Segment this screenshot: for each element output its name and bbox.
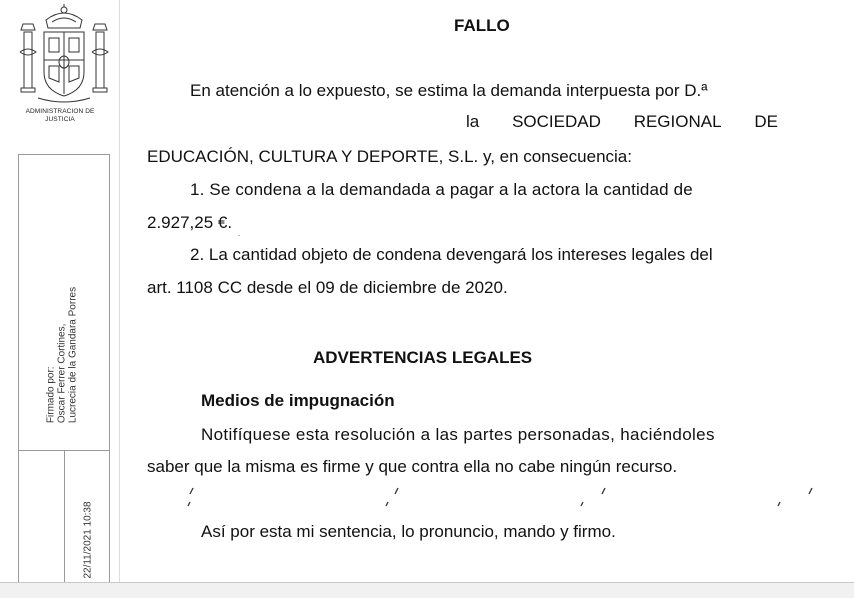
section-heading-advertencias: ADVERTENCIAS LEGALES xyxy=(313,348,533,367)
paragraph-line: Notifíquese esta resolución a las partes personadas, haciéndoles xyxy=(201,425,715,444)
word: la xyxy=(466,112,480,131)
section-heading-fallo: FALLO xyxy=(454,16,510,35)
scan-artifacts xyxy=(140,482,840,512)
institution-label: ADMINISTRACION DE JUSTICIA xyxy=(25,108,95,123)
paragraph-line: art. 1108 CC desde el 09 de diciembre de 2020. xyxy=(147,278,508,297)
word: REGIONAL xyxy=(633,112,722,131)
signature-panel-column-divider xyxy=(64,450,65,582)
paragraph-line: EDUCACIÓN, CULTURA Y DEPORTE, S.L. y, en consecuencia: xyxy=(147,147,632,166)
signature-date: 22/11/2021 10:38 xyxy=(82,501,94,579)
paragraph-line: 2. La cantidad objeto de condena devengará los intereses legales del xyxy=(190,245,713,264)
signed-by-label: Firmado por: xyxy=(45,366,57,424)
coat-of-arms-icon xyxy=(16,2,112,108)
amount-line: 2.927,25 €. xyxy=(147,213,233,232)
margin-rule xyxy=(119,0,120,582)
paragraph-line: saber que la misma es firme y que contra ella no cabe ningún recurso. xyxy=(147,457,678,476)
signature-stamp xyxy=(46,287,79,423)
paragraph-line xyxy=(466,112,778,132)
signer-name: Lucrecia de la Gandara Porres xyxy=(67,286,79,424)
subsection-heading: Medios de impugnación xyxy=(201,391,395,410)
viewer-bottom-bar xyxy=(0,582,854,598)
scan-speck xyxy=(238,235,240,236)
closing-line: Así por esta mi sentencia, lo pronuncio, mando y firmo. xyxy=(201,522,616,541)
word: DE xyxy=(754,112,778,131)
paragraph-line: 1. Se condena a la demandada a pagar a la actora la cantidad de xyxy=(190,180,693,199)
word: SOCIEDAD xyxy=(512,112,601,131)
signer-name: Oscar Ferrer Cortines, xyxy=(56,323,68,424)
paragraph-line: En atención a lo expuesto, se estima la demanda interpuesta por D.ª xyxy=(190,81,708,100)
